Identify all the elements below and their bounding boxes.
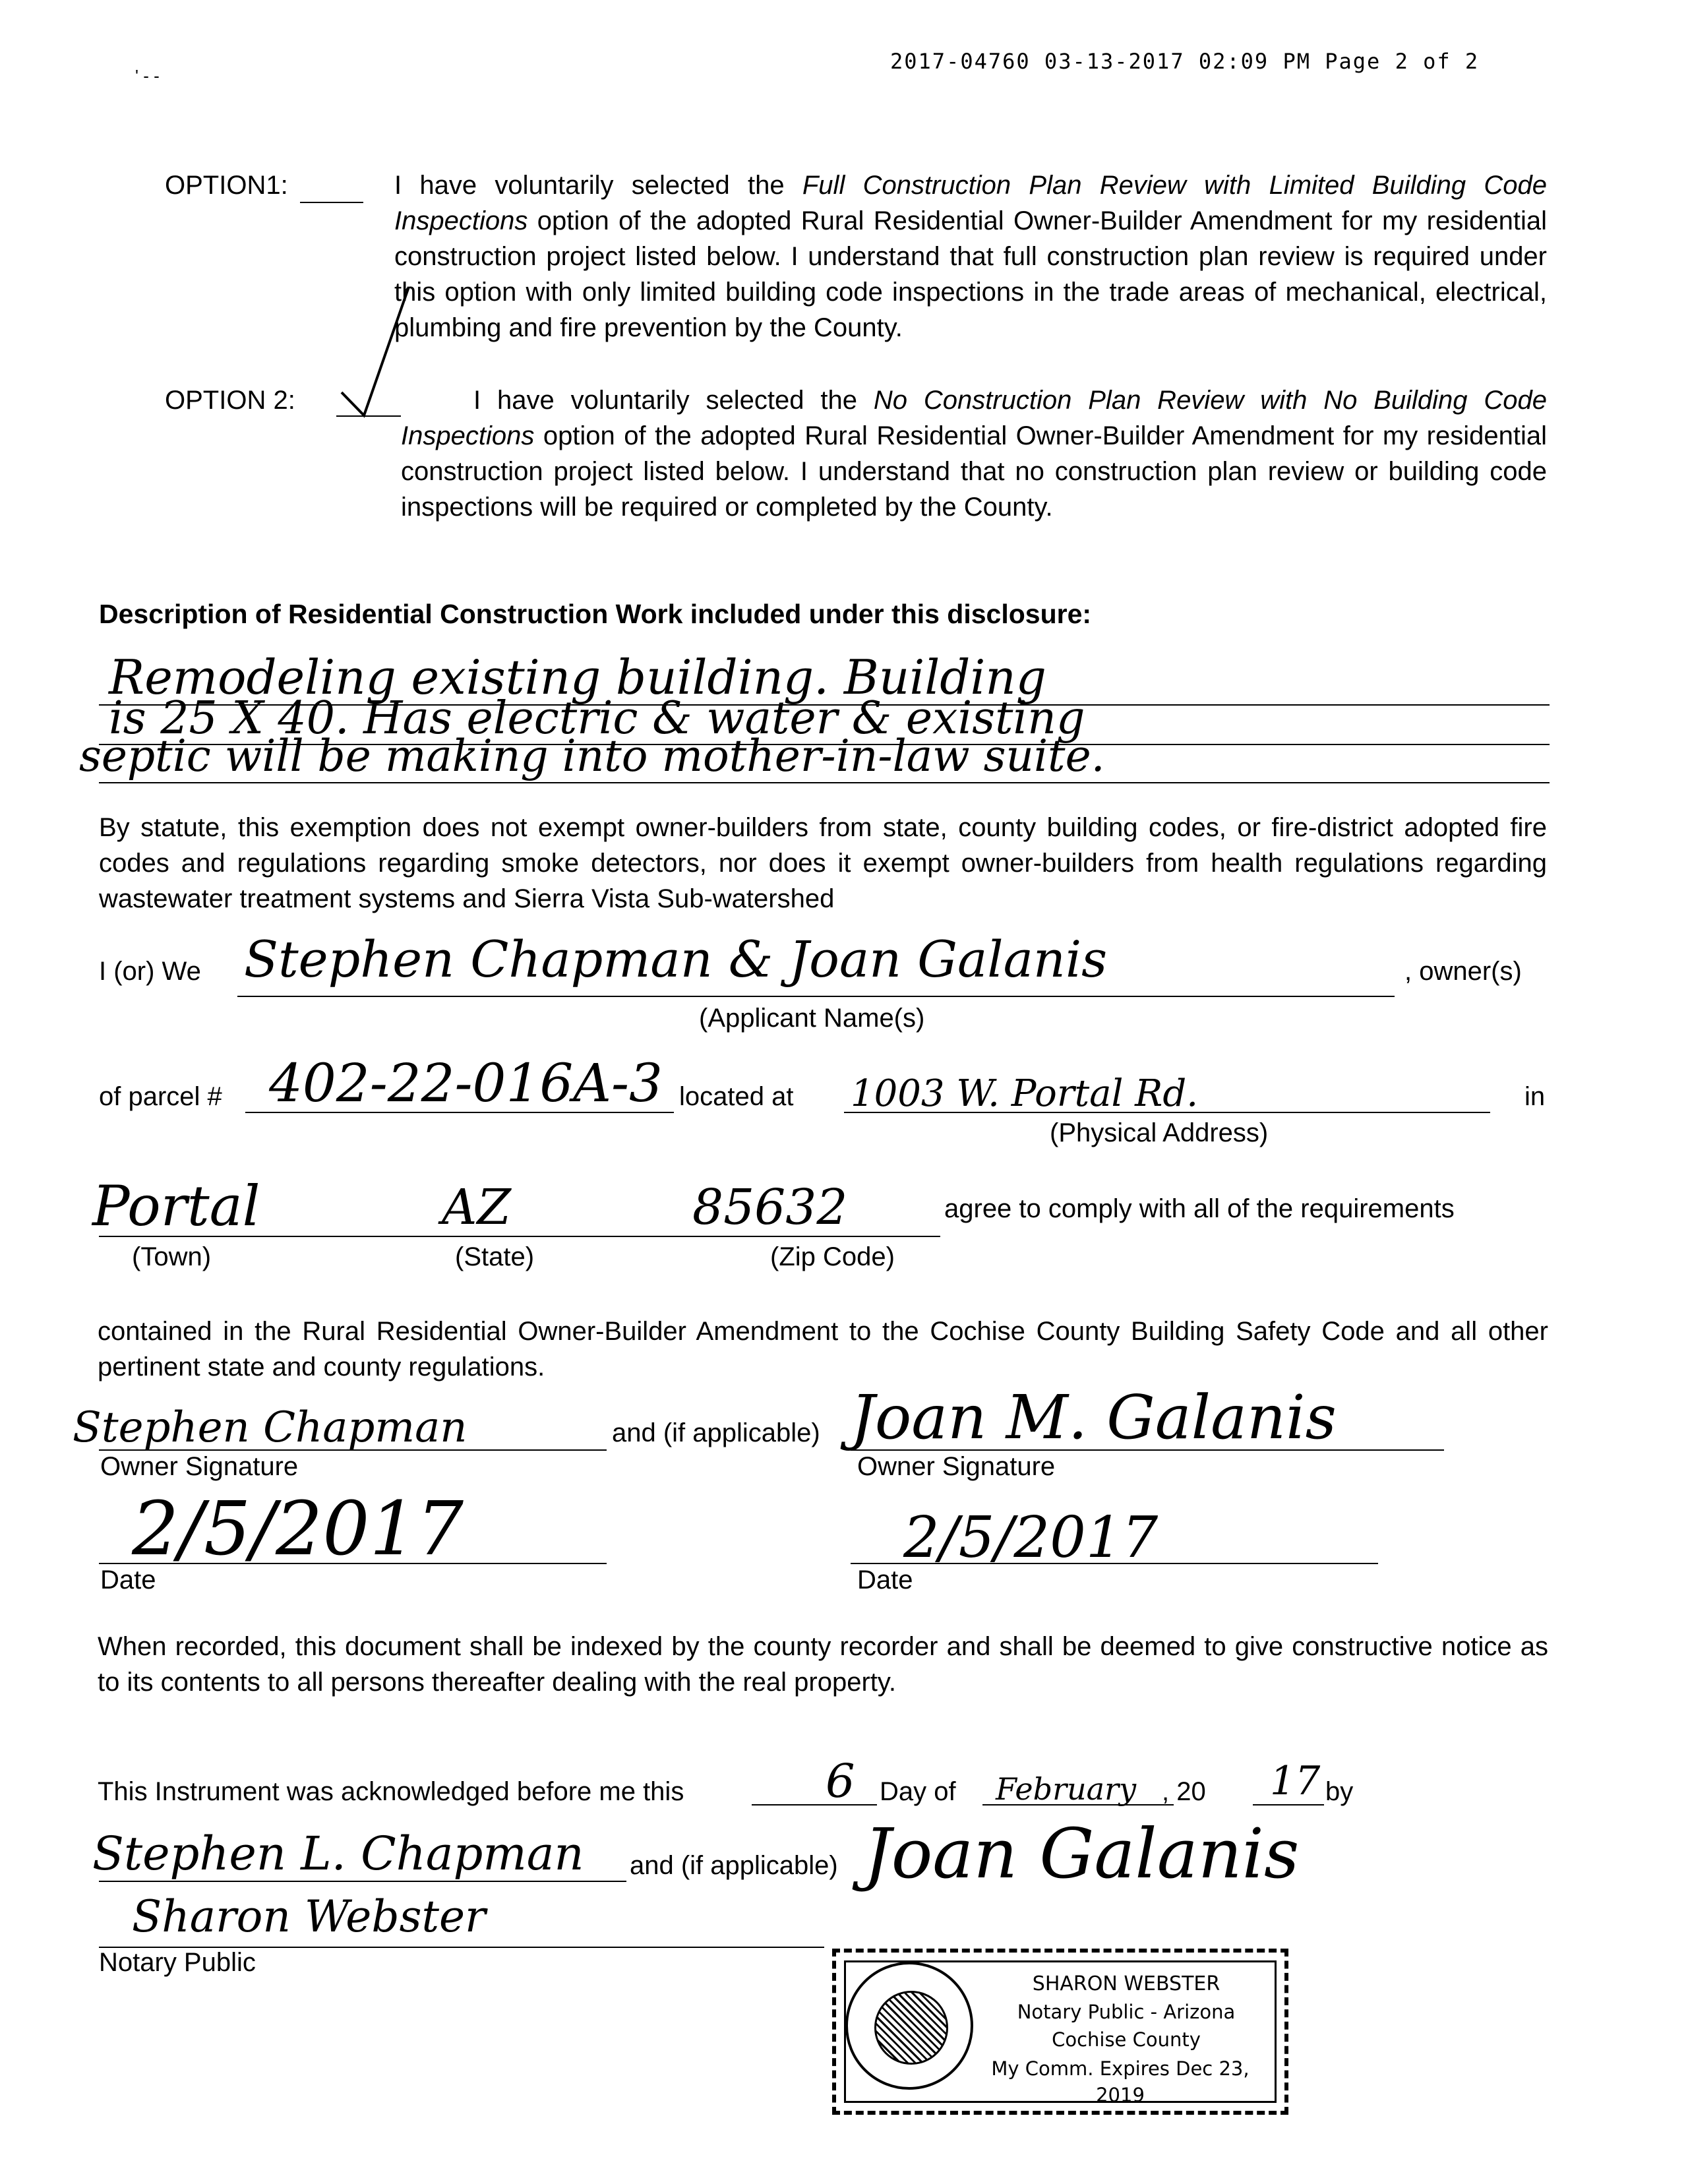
option2-label: OPTION 2: <box>165 386 295 415</box>
date-value-1: 2/5/2017 <box>132 1486 464 1572</box>
parcel-in: in <box>1524 1082 1546 1111</box>
owner-signature-label-2: Owner Signature <box>857 1452 1056 1481</box>
ack-day-value: 6 <box>826 1754 855 1808</box>
fax-header: 2017-04760 03-13-2017 02:09 PM Page 2 of 2 <box>890 49 1480 74</box>
applicant-names: Stephen Chapman & Joan Galanis <box>244 930 1108 988</box>
description-heading: Description of Residential Construction Work included under this disclosure: <box>99 599 1092 629</box>
ack-signature-2: Joan Galanis <box>864 1813 1300 1894</box>
and-if-applicable-1: and (if applicable) <box>612 1418 820 1447</box>
address-line <box>844 1112 1490 1113</box>
zip-value: 85632 <box>692 1179 848 1236</box>
applicant-caption: (Applicant Name(s) <box>699 1004 925 1033</box>
owner-signature-label-1: Owner Signature <box>100 1452 299 1481</box>
address-caption: (Physical Address) <box>1050 1118 1269 1147</box>
handwritten-line-1: Remodeling existing building. Building <box>109 650 1046 705</box>
agree-text: agree to comply with all of the requirements <box>944 1194 1455 1223</box>
date-label-2: Date <box>857 1565 913 1594</box>
parcel-number: 402-22-016A-3 <box>269 1052 663 1114</box>
ack-day-of: Day of <box>880 1777 956 1806</box>
date-line-1 <box>99 1563 607 1564</box>
ack-and-if-applicable: and (if applicable) <box>630 1851 838 1880</box>
ack-month-line <box>982 1804 1174 1805</box>
state-caption: (State) <box>455 1242 535 1271</box>
notary-signature: Sharon Webster <box>132 1891 486 1942</box>
state-seal-emblem <box>874 1991 948 2065</box>
contained-text: contained in the Rural Residential Owner-Builder Amendment to the Cochise County Building Safety Code and all other pertinent state and county regulations. <box>98 1317 1548 1381</box>
statute-text: By statute, this exemption does not exempt owner-builders from state, county building codes, or fire-district adopted fire codes and regulations regarding smoke detectors, nor does it exempt owner-builders from health regulations regarding wastewater treatment systems and Sierra Vista Sub-watershed <box>99 813 1547 913</box>
ack-signature-1: Stephen L. Chapman <box>92 1827 584 1881</box>
option1-label: OPTION1: <box>165 171 288 200</box>
owner-signature-line-1 <box>99 1449 607 1451</box>
ack-signature-line <box>99 1881 626 1882</box>
zip-caption: (Zip Code) <box>770 1242 895 1271</box>
option2-text: I have voluntarily selected the No Construction Plan Review with No Building Code Inspections option of the adopted Rural Residential Owner-Builder Amendment for my residential construction project listed below. I understand that no construction plan review or building code inspections will be required or completed by the County. <box>401 386 1547 522</box>
notary-county: Cochise County <box>1052 2028 1201 2051</box>
ack-prefix: This Instrument was acknowledged before me this <box>98 1777 684 1806</box>
ack-year-prefix: , 20 <box>1162 1777 1206 1806</box>
date-value-2: 2/5/2017 <box>903 1505 1159 1571</box>
corner-mark: ' - - <box>135 66 160 86</box>
parcel-line <box>245 1112 674 1113</box>
applicant-suffix: , owner(s) <box>1404 957 1522 986</box>
state-seal-icon <box>845 1962 973 2090</box>
applicant-prefix: I (or) We <box>99 957 201 986</box>
option1-blank <box>300 202 363 203</box>
parcel-prefix: of parcel # <box>99 1082 222 1111</box>
handwritten-line-3: septic will be making into mother-in-law suite. <box>79 731 1105 781</box>
applicant-line <box>237 996 1395 997</box>
owner-signature-1: Stephen Chapman <box>73 1403 467 1452</box>
notary-title: Notary Public - Arizona <box>1017 2001 1236 2023</box>
ack-month: February <box>996 1771 1137 1807</box>
physical-address: 1003 W. Portal Rd. <box>851 1072 1198 1115</box>
date-line-2 <box>851 1563 1378 1564</box>
option1-text: I have voluntarily selected the Full Construction Plan Review with Limited Building Code Inspections option of the adopted Rural Residential Owner-Builder Amendment for my residential construction project listed below. I understand that full construction plan review is required under this option with only limited building code inspections in the trade areas of mechanical, electrical, plumbing and fire prevention by the County. <box>394 171 1547 342</box>
notary-label: Notary Public <box>99 1948 256 1977</box>
location-line <box>99 1236 940 1237</box>
town-caption: (Town) <box>132 1242 212 1271</box>
notary-stamp <box>832 1949 1288 2115</box>
ack-year-value: 17 <box>1270 1758 1321 1804</box>
state-value: AZ <box>442 1179 511 1236</box>
handwritten-line-2: is 25 X 40. Has electric & water & existing <box>109 692 1085 744</box>
date-label-1: Date <box>100 1565 156 1594</box>
ack-year-line <box>1253 1804 1324 1805</box>
owner-signature-line-2 <box>851 1449 1444 1451</box>
ack-day-line <box>752 1804 877 1805</box>
ack-by: by <box>1325 1777 1354 1806</box>
town-value: Portal <box>92 1174 260 1238</box>
notary-expiration: My Comm. Expires Dec 23, 2019 <box>991 2057 1250 2106</box>
notary-name: SHARON WEBSTER <box>1032 1972 1221 1995</box>
recorded-text: When recorded, this document shall be indexed by the county recorder and shall be deemed to give constructive notice as to its contents to all persons thereafter dealing with the real property. <box>98 1632 1548 1697</box>
parcel-located-at: located at <box>679 1082 794 1111</box>
owner-signature-2: Joan M. Galanis <box>851 1382 1337 1453</box>
description-rule-3 <box>99 782 1550 783</box>
